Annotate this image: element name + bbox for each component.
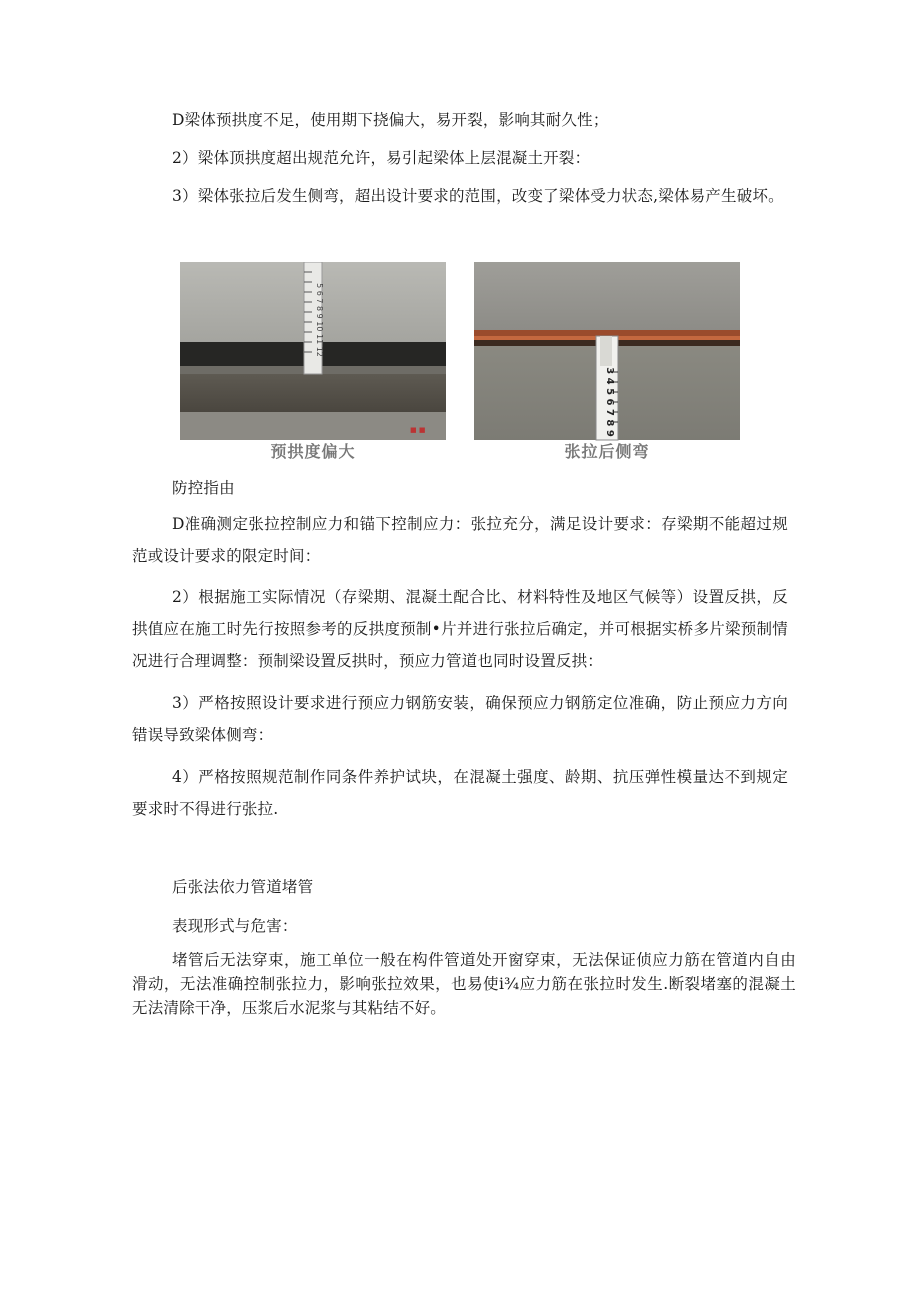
right-tape-digits: 3 4 5 6 7 8 9: [604, 367, 615, 437]
left-tape-digits: 5 6 7 8 9 10 11 12: [315, 283, 324, 357]
prevention-item-1: D准确测定张拉控制应力和锚下控制应力：张拉充分，满足设计要求：存梁期不能超过规范或设计要求的限定时间：: [132, 515, 788, 565]
prevention-item-4: 4）严格按照规范制作同条件养护试块，在混凝土强度、龄期、抗压弹性模量达不到规定要求时不得进行张拉.: [132, 768, 788, 818]
svg-text:■ ■: ■ ■: [410, 426, 426, 434]
bending-photo-illustration: [474, 262, 740, 464]
prevention-heading: 防控指由: [172, 479, 235, 497]
photo-lateral-bending: [474, 262, 740, 464]
subheading-manifestation: 表现形式与危害：: [172, 917, 298, 935]
photo-excessive-camber: [180, 262, 446, 464]
duct-blockage-body: 堵管后无法穿束，施工单位一般在构件管道处开窗穿束，无法保证侦应力筋在管道内自由滑动，无法准确控制张拉力，影响张拉效果，也易使i¾应力筋在张拉时发生.断裂堵塞的混凝土无法清除干净，压浆后水泥浆与其粘结不好。: [132, 951, 796, 1017]
hazard-item-1: D梁体预拱度不足，使用期下挠偏大，易开裂，影响其耐久性；: [172, 111, 609, 129]
prevention-item-2: 2）根据施工实际情况（存梁期、混凝土配合比、材料特性及地区气候等）设置反拱，反拱值应在施工时先行按照参考的反拱度预制•片并进行张拉后确定，并可根据实桥多片梁预制情况进行合理调整：预制梁设置反拱时，预应力管道也同时设置反拱：: [132, 588, 788, 670]
camber-photo-illustration: [180, 262, 446, 464]
hazard-item-2: 2）梁体顶拱度超出规范允许，易引起梁体上层混凝土开裂：: [172, 149, 591, 167]
prevention-item-3: 3）严格按照设计要求进行预应力钢筋安装，确保预应力钢筋定位准确，防止预应力方向错误导致梁体侧弯：: [132, 694, 788, 744]
caption-lateral-bending: 张拉后侧弯: [564, 442, 650, 461]
hazard-item-3: 3）梁体张拉后发生侧弯，超出设计要求的范围，改变了梁体受力状态,梁体易产生破坏。: [172, 187, 784, 205]
section-heading-duct-blockage: 后张法依力管道堵管: [172, 878, 314, 896]
caption-excessive-camber: 预拱度偏大: [270, 442, 356, 461]
